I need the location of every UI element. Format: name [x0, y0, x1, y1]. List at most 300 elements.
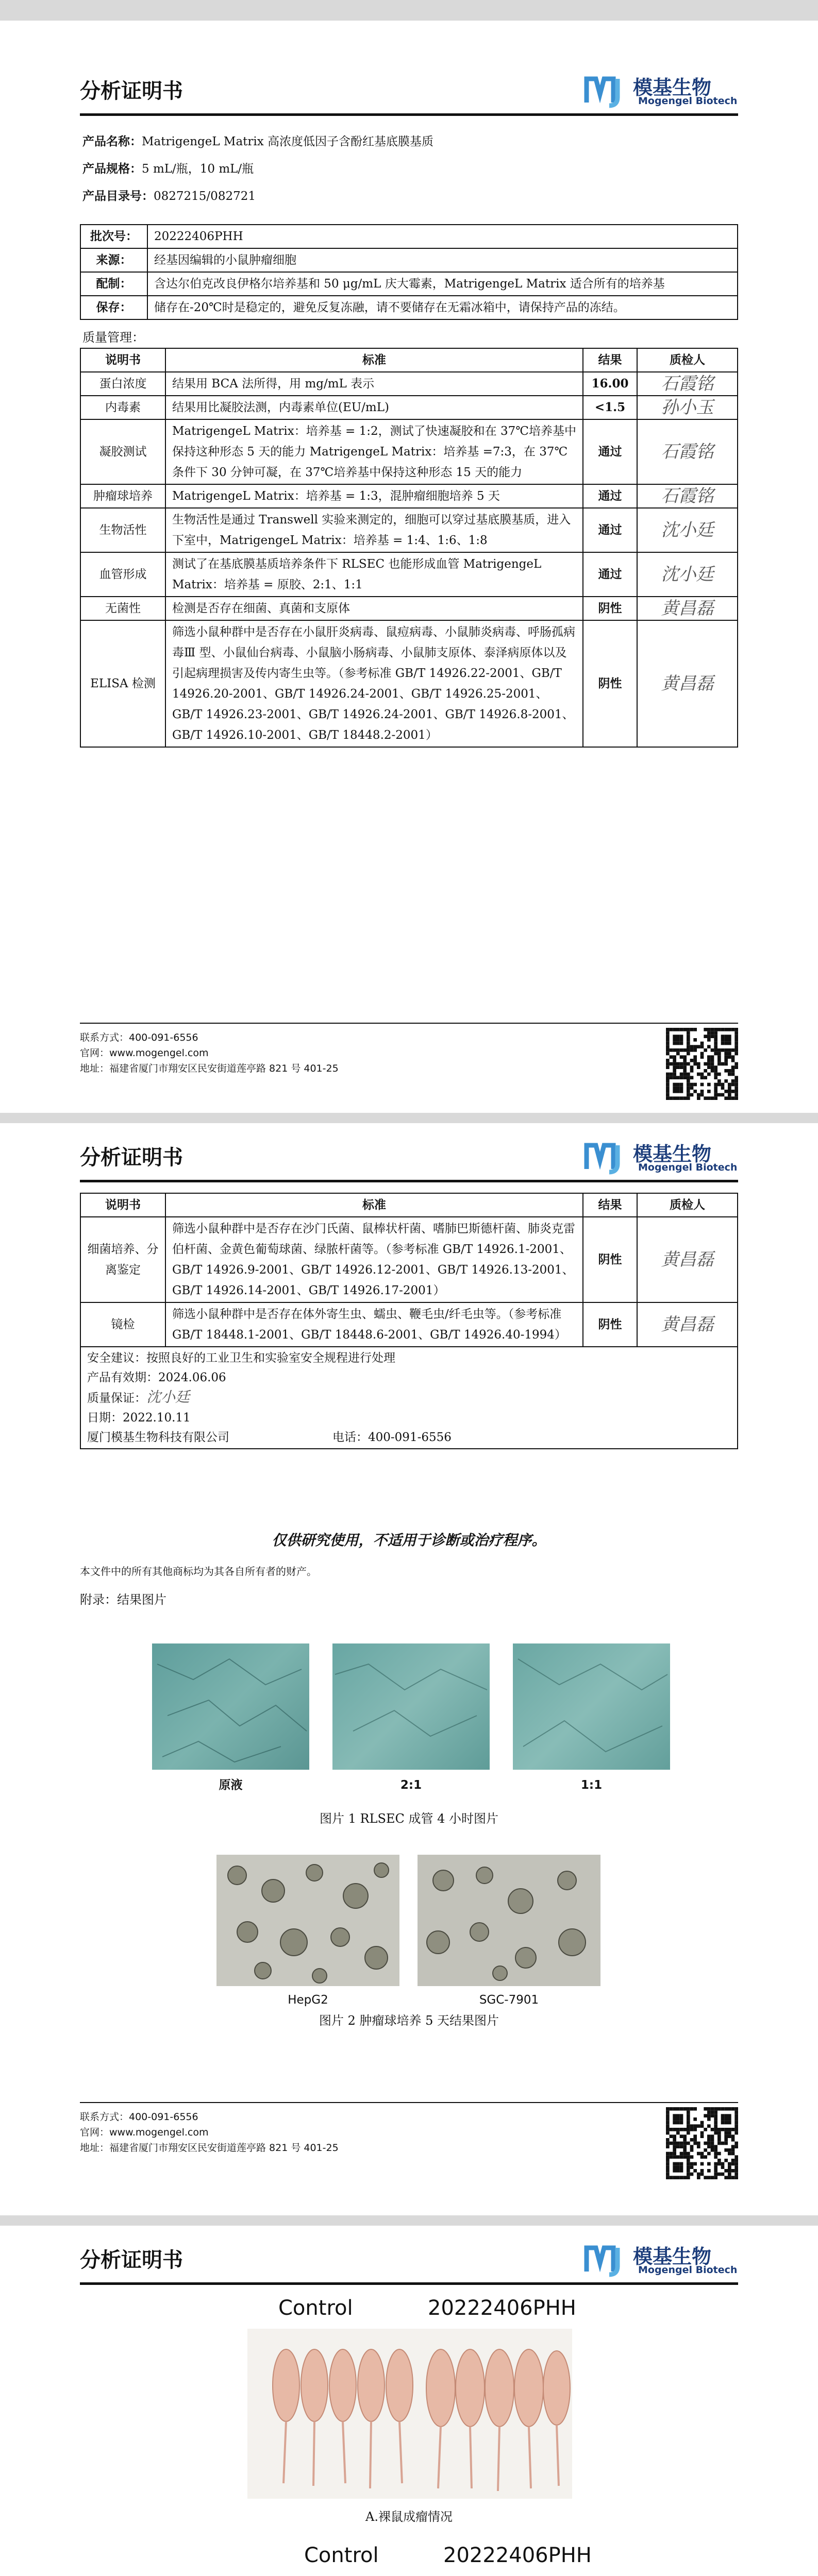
fig1-label: 原液 — [219, 1778, 243, 1792]
report-date: 日期：2022.10.11 — [87, 1411, 191, 1425]
qr-module — [693, 2138, 697, 2142]
qr-module — [683, 1059, 687, 1062]
qr-module — [693, 2142, 697, 2145]
qr-module — [676, 1048, 680, 1052]
fig2-caption: 图片 2 肿瘤球培养 5 天结果图片 — [319, 2013, 499, 2028]
info-row: 来源： 经基因编辑的小鼠肿瘤细胞 — [80, 248, 738, 272]
qc-row: 生物活性 生物活性是通过 Transwell 实验来测定的，细胞可以穿过基底膜基质，进入下室中，MatrigengeL Matrix：培养基 = 1:4、1:6、1:8 通过 沈小廷 — [80, 508, 738, 552]
qr-module — [666, 2138, 670, 2142]
qr-module — [724, 2128, 728, 2131]
qr-module — [711, 1059, 714, 1062]
qr-module — [728, 2176, 731, 2179]
qr-module — [687, 2114, 690, 2117]
qr-module — [670, 2134, 673, 2138]
qr-module — [714, 2145, 717, 2148]
qr-module — [721, 1038, 725, 1042]
qr-module — [680, 1062, 683, 1066]
qr-module — [687, 1042, 690, 1045]
qr-module — [711, 2142, 714, 2145]
fig2-label: HepG2 — [288, 1993, 328, 2007]
qr-module — [721, 2117, 725, 2121]
qr-module — [731, 2169, 735, 2173]
qr-module — [707, 1073, 711, 1076]
qr-module — [687, 1031, 690, 1035]
qr-module — [728, 2121, 731, 2125]
qr-module — [676, 2145, 680, 2148]
qr-module — [666, 1048, 670, 1052]
qr-module — [666, 2176, 670, 2179]
qr-module — [666, 1031, 670, 1035]
qr-module — [728, 2165, 731, 2169]
qr-module — [707, 2124, 711, 2128]
qr-module — [707, 1065, 711, 1069]
qr-module — [673, 2114, 676, 2117]
qr-module — [670, 2107, 673, 2111]
company-line: 厦门模基生物科技有限公司 电话：400-091-6556 — [87, 1431, 452, 1444]
qr-module — [734, 1079, 738, 1083]
qr-module — [697, 2176, 700, 2179]
qr-module — [700, 2121, 704, 2125]
qr-module — [666, 2124, 670, 2128]
qr-module — [714, 2111, 717, 2114]
qr-module — [714, 1090, 717, 1093]
qr-module — [704, 1076, 707, 1079]
qr-module — [734, 1062, 738, 1066]
qr-module — [676, 1042, 680, 1045]
qr-module — [734, 1076, 738, 1079]
qr-module — [734, 1083, 738, 1087]
qr-module — [673, 2148, 676, 2152]
rlsec-photo-2-1 — [332, 1643, 490, 1770]
page-2 — [0, 1123, 818, 2215]
qr-module — [683, 1096, 687, 1100]
qr-module — [666, 2169, 670, 2173]
qc-row: 凝胶测试 MatrigengeL Matrix：培养基 = 1:2，测试了快速凝胶和在 37℃培养基中保持这种形态 5 天的能力 MatrigengeL Matrix：培养基 =7:3，在 37℃条件下 30 分钟可凝，在 37℃培养基中保持这种形态 15 天的能力 通过 石霞铭 — [80, 419, 738, 484]
qr-module — [717, 1028, 721, 1031]
qr-module — [734, 2159, 738, 2162]
qr-module — [714, 2128, 717, 2131]
qr-module — [707, 1090, 711, 1093]
qr-module — [673, 2117, 676, 2121]
qr-module — [731, 1028, 735, 1031]
qr-module — [714, 2176, 717, 2179]
qr-module — [690, 2165, 694, 2169]
qr-module — [707, 2176, 711, 2179]
qr-module — [693, 1048, 697, 1052]
qr-module — [721, 2162, 725, 2166]
qr-module — [700, 2134, 704, 2138]
qr-module — [714, 1031, 717, 1035]
qr-module — [700, 2124, 704, 2128]
qr-module — [714, 1035, 717, 1038]
qr-module — [693, 2162, 697, 2166]
qr-module — [731, 2128, 735, 2131]
qr-module — [693, 1038, 697, 1042]
qr-module — [731, 1079, 735, 1083]
qr-module — [697, 1096, 700, 1100]
qr-module — [693, 1062, 697, 1066]
trademark-note: 本文件中的所有其他商标均为其各自所有者的财产。 — [80, 1565, 317, 1578]
footer-address: 地址：福建省厦门市翔安区民安街道莲亭路 821 号 401-25 — [80, 1063, 339, 1074]
qr-module — [707, 2134, 711, 2138]
qr-module — [680, 2128, 683, 2131]
qr-module — [700, 2162, 704, 2166]
qr-module — [693, 1055, 697, 1059]
qc-table-continued — [80, 1193, 738, 1449]
qr-module — [690, 2128, 694, 2131]
info-row: 保存： 储存在-20℃时是稳定的，避免反复冻融，请不要储存在无霜冰箱中，请保持产品的冻结。 — [80, 296, 738, 319]
qr-module — [724, 2134, 728, 2138]
qr-module — [676, 2107, 680, 2111]
qr-module — [680, 1076, 683, 1079]
qr-module — [687, 2111, 690, 2114]
safety-advice: 安全建议：按照良好的工业卫生和实验室安全规程进行处理 — [87, 1351, 395, 1365]
qr-module — [724, 2142, 728, 2145]
qr-module — [680, 1038, 683, 1042]
qr-module — [666, 2107, 670, 2111]
logo-mark-icon — [583, 72, 630, 109]
qr-module — [700, 1042, 704, 1045]
qr-module — [734, 1065, 738, 1069]
qr-module — [734, 2107, 738, 2111]
qr-module — [687, 2169, 690, 2173]
qr-module — [717, 1048, 721, 1052]
qc-header-row: 说明书 标准 结果 质检人 — [80, 348, 738, 372]
qr-module — [683, 1073, 687, 1076]
qr-module — [721, 2128, 725, 2131]
qr-module — [687, 2173, 690, 2176]
qc-row: 肿瘤球培养 MatrigengeL Matrix：培养基 = 1:3，混肿瘤细胞培养 5 天 通过 石霞铭 — [80, 484, 738, 508]
qr-module — [714, 1038, 717, 1042]
qr-module — [731, 1065, 735, 1069]
qr-module — [683, 2128, 687, 2131]
qr-module — [690, 2145, 694, 2148]
qr-module — [707, 2117, 711, 2121]
qr-module — [707, 2145, 711, 2148]
qr-module — [724, 2159, 728, 2162]
qr-module — [717, 2107, 721, 2111]
qr-module — [717, 1052, 721, 1056]
qr-module — [690, 1065, 694, 1069]
qr-module — [734, 2142, 738, 2145]
qr-module — [731, 2107, 735, 2111]
qr-module — [734, 2155, 738, 2159]
qr-module — [690, 1083, 694, 1087]
qr-module — [724, 2121, 728, 2125]
qr-module — [714, 1042, 717, 1045]
qr-module — [700, 1073, 704, 1076]
qc-table — [80, 348, 738, 748]
qr-module — [666, 1062, 670, 1066]
qr-module — [700, 1045, 704, 1048]
qr-module — [693, 1028, 697, 1031]
qr-module — [721, 2114, 725, 2117]
qr-module — [728, 1086, 731, 1090]
qr-module — [711, 1065, 714, 1069]
qr-module — [728, 2169, 731, 2173]
qr-module — [714, 2124, 717, 2128]
qr-module — [724, 1079, 728, 1083]
qr-module — [728, 1069, 731, 1073]
qr-module — [704, 1028, 707, 1031]
qr-module — [711, 1062, 714, 1066]
page-3 — [0, 2226, 818, 2576]
qr-module — [687, 1096, 690, 1100]
qc-row: 血管形成 测试了在基底膜基质培养条件下 RLSEC 也能形成血管 MatrigengeL Matrix：培养基 = 原胶、2:1、1:1 通过 沈小廷 — [80, 552, 738, 597]
qr-module — [687, 2159, 690, 2162]
qc-header-row: 说明书 标准 结果 质检人 — [80, 1193, 738, 1217]
rlsec-photo-stock — [152, 1643, 309, 1770]
qr-module — [670, 1048, 673, 1052]
qr-module — [734, 1052, 738, 1056]
qr-module — [707, 2107, 711, 2111]
qr-module — [714, 1069, 717, 1073]
qr-module — [707, 2111, 711, 2114]
qr-module — [666, 1028, 670, 1031]
qr-module — [707, 1035, 711, 1038]
qr-module — [700, 1076, 704, 1079]
qc-row: 内毒素 结果用比凝胶法测，内毒素单位(EU/mL) <1.5 孙小玉 — [80, 396, 738, 419]
qr-module — [724, 2107, 728, 2111]
qr-module — [704, 2114, 707, 2117]
qr-module — [714, 1028, 717, 1031]
qr-module — [673, 2155, 676, 2159]
qr-module — [721, 1083, 725, 1087]
qr-module — [721, 1093, 725, 1097]
company-logo: 模基生物 Mogengel Biotech — [583, 2239, 738, 2281]
qr-module — [690, 1076, 694, 1079]
qr-module — [711, 2114, 714, 2117]
qr-module — [683, 2107, 687, 2111]
qr-module — [666, 2159, 670, 2162]
qr-module — [734, 2165, 738, 2169]
qr-module — [728, 1048, 731, 1052]
qr-module — [687, 2121, 690, 2125]
tumor-label-treated: 20222406PHH — [443, 2544, 592, 2567]
nude-mice-photo — [247, 2329, 572, 2499]
qr-module — [670, 1096, 673, 1100]
qr-module — [704, 1048, 707, 1052]
qr-module — [714, 2107, 717, 2111]
qr-module — [724, 2148, 728, 2152]
footer-web[interactable]: 官网：www.mogengel.com — [80, 1047, 209, 1059]
qr-module — [687, 1048, 690, 1052]
qr-module — [721, 2142, 725, 2145]
disclaimer: 仅供研究使用，不适用于诊断或治疗程序。 — [272, 1532, 546, 1549]
qr-module — [714, 2114, 717, 2117]
qr-module — [731, 2162, 735, 2166]
qr-module — [680, 2114, 683, 2117]
qr-module — [690, 1069, 694, 1073]
qr-module — [704, 1096, 707, 1100]
qr-module — [731, 2176, 735, 2179]
qr-module — [676, 1096, 680, 1100]
qr-module — [693, 2117, 697, 2121]
qr-module — [700, 1052, 704, 1056]
qr-module — [680, 1055, 683, 1059]
qr-module — [670, 2142, 673, 2145]
qr-module — [714, 1086, 717, 1090]
qr-module — [714, 2165, 717, 2169]
quality-assurance: 质量保证：沈小廷 — [87, 1388, 190, 1405]
logo-en: Mogengel Biotech — [638, 95, 738, 107]
qr-module — [676, 2114, 680, 2117]
qr-module — [728, 1055, 731, 1059]
qr-module — [700, 1083, 704, 1087]
qr-module — [711, 1055, 714, 1059]
qr-module — [728, 2134, 731, 2138]
fig1-label: 2:1 — [400, 1778, 422, 1792]
appendix-title: 附录：结果图片 — [80, 1592, 166, 1607]
qr-module — [670, 2152, 673, 2156]
qr-module — [666, 1038, 670, 1042]
qr-module — [680, 2165, 683, 2169]
qr-module — [714, 2169, 717, 2173]
qr-module — [687, 1079, 690, 1083]
qr-module — [724, 1069, 728, 1073]
qr-module — [670, 2176, 673, 2179]
qr-module — [731, 1059, 735, 1062]
qr-module — [707, 2114, 711, 2117]
qr-module — [721, 2173, 725, 2176]
page-header — [80, 70, 738, 116]
qr-module — [731, 2148, 735, 2152]
qr-module — [687, 2117, 690, 2121]
qr-module — [734, 1093, 738, 1097]
qr-module — [711, 1069, 714, 1073]
qr-module — [683, 1028, 687, 1031]
qr-module — [666, 1052, 670, 1056]
qr-module — [690, 1059, 694, 1062]
qr-module — [714, 2117, 717, 2121]
qr-module — [728, 2148, 731, 2152]
qr-module — [697, 1073, 700, 1076]
page-1 — [0, 21, 818, 1113]
qr-module — [721, 1042, 725, 1045]
qr-module — [693, 2169, 697, 2173]
qr-module — [687, 2165, 690, 2169]
qr-module — [700, 2131, 704, 2135]
qr-module — [676, 2155, 680, 2159]
qr-module — [666, 2142, 670, 2145]
qr-module — [666, 1079, 670, 1083]
qr-module — [666, 2145, 670, 2148]
qr-module — [673, 1059, 676, 1062]
qr-module — [690, 2162, 694, 2166]
qr-module — [728, 1093, 731, 1097]
product-catalog: 产品目录号：0827215/082721 — [82, 190, 256, 203]
qc-row: 细菌培养、分离鉴定 筛选小鼠种群中是否存在沙门氏菌、鼠棒状杆菌、嗜肺巴斯德杆菌、肺炎克雷伯杆菌、金黄色葡萄球菌、绿脓杆菌等。（参考标准 GB/T 14926.1-2001、GB/T 14926.9-2001、GB/T 14926.12-2001、GB/T 14926.13-2001、GB/T 14926.14-2001、GB/T 14926.17-2001） 阴性 黄昌磊 — [80, 1217, 738, 1302]
qr-module — [721, 1028, 725, 1031]
qr-code-icon — [666, 2107, 738, 2179]
qr-module — [724, 2176, 728, 2179]
qr-module — [690, 2173, 694, 2176]
qr-module — [673, 1096, 676, 1100]
qr-module — [717, 2134, 721, 2138]
qr-module — [676, 1035, 680, 1038]
qr-module — [680, 2162, 683, 2166]
qr-module — [728, 1096, 731, 1100]
qr-module — [717, 1073, 721, 1076]
qr-module — [724, 1038, 728, 1042]
qr-module — [676, 2162, 680, 2166]
qr-module — [724, 2138, 728, 2142]
qr-module — [676, 2169, 680, 2173]
qr-module — [734, 1048, 738, 1052]
qr-module — [717, 2159, 721, 2162]
qr-module — [670, 2128, 673, 2131]
page-footer — [80, 1023, 738, 1105]
qr-module — [721, 1035, 725, 1038]
qr-module — [690, 1086, 694, 1090]
qr-module — [707, 1059, 711, 1062]
qr-module — [717, 1093, 721, 1097]
qr-module — [666, 2117, 670, 2121]
qr-module — [666, 1083, 670, 1087]
qr-module — [673, 2165, 676, 2169]
qr-module — [714, 1076, 717, 1079]
qr-module — [666, 2152, 670, 2156]
qr-module — [690, 2155, 694, 2159]
qr-module — [666, 1093, 670, 1097]
qr-module — [711, 1031, 714, 1035]
qr-module — [687, 2155, 690, 2159]
qr-module — [734, 1096, 738, 1100]
qr-module — [676, 2131, 680, 2135]
footer-phone: 联系方式：400-091-6556 — [80, 1032, 198, 1043]
qr-module — [728, 2114, 731, 2117]
qr-module — [693, 2107, 697, 2111]
qr-module — [670, 1055, 673, 1059]
qr-module — [670, 1028, 673, 1031]
qr-module — [673, 1038, 676, 1042]
qr-module — [711, 2138, 714, 2142]
qr-module — [673, 1065, 676, 1069]
qc-row: 蛋白浓度 结果用 BCA 法所得，用 mg/mL 表示 16.00 石霞铭 — [80, 372, 738, 396]
qr-module — [724, 1028, 728, 1031]
qr-module — [693, 2134, 697, 2138]
qr-module — [714, 1073, 717, 1076]
qr-module — [731, 2159, 735, 2162]
tumor-label-control: Control — [304, 2544, 379, 2567]
qr-module — [714, 1048, 717, 1052]
qr-module — [676, 1052, 680, 1056]
qr-module — [734, 2114, 738, 2117]
qr-module — [690, 2107, 694, 2111]
qr-module — [734, 1045, 738, 1048]
qr-module — [687, 2107, 690, 2111]
caption-a: A.裸鼠成瘤情况 — [365, 2510, 453, 2524]
qr-module — [673, 2134, 676, 2138]
qr-module — [680, 1090, 683, 1093]
qr-module — [673, 1035, 676, 1038]
qr-module — [728, 1052, 731, 1056]
qr-module — [714, 2162, 717, 2166]
qr-module — [700, 1090, 704, 1093]
qr-module — [697, 2142, 700, 2145]
qr-module — [680, 2145, 683, 2148]
info-table — [80, 224, 738, 320]
qr-module — [673, 2162, 676, 2166]
qr-module — [666, 1035, 670, 1038]
qr-module — [666, 1073, 670, 1076]
qr-module — [676, 1090, 680, 1093]
qr-module — [697, 1062, 700, 1066]
qr-module — [724, 1062, 728, 1066]
qr-module — [673, 2145, 676, 2148]
qr-module — [700, 1093, 704, 1097]
qr-module — [714, 1065, 717, 1069]
